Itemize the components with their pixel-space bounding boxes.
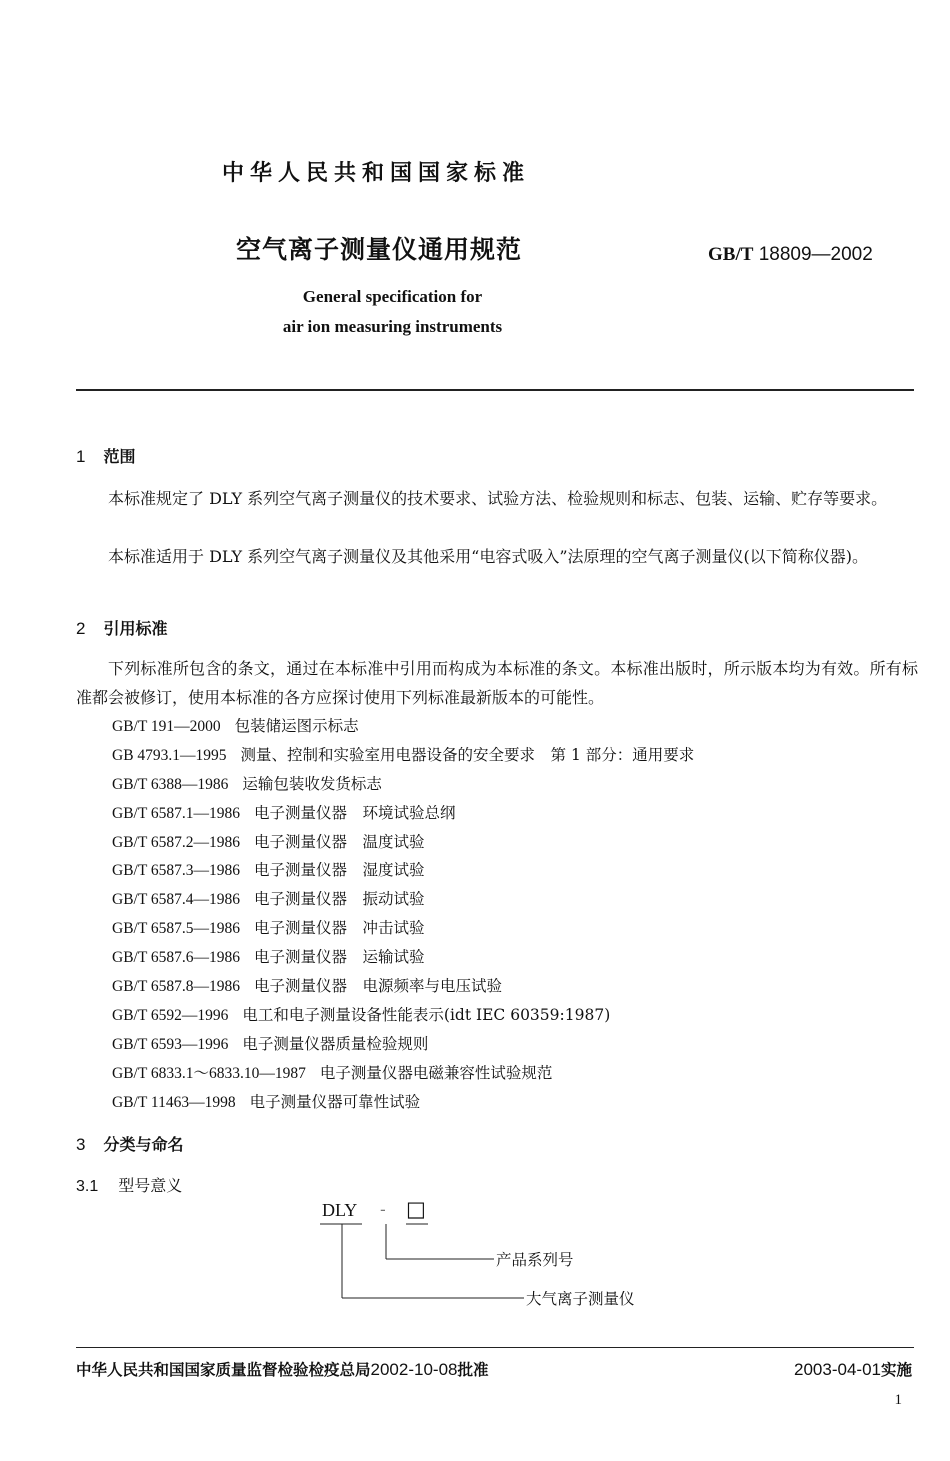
reference-code: GB/T 6592—1996 — [112, 1006, 229, 1024]
standard-number-value: 18809—2002 — [758, 244, 873, 265]
section-title: 范围 — [103, 447, 136, 466]
issuing-authority: 中华人民共和国国家质量监督检验检疫总局 — [76, 1361, 371, 1379]
reference-item — [112, 1059, 694, 1088]
reference-title: 电子测量仪器 冲击试验 — [254, 919, 425, 938]
model-prefix: DLY — [322, 1200, 358, 1220]
section-3-heading — [76, 1132, 183, 1155]
section-1-heading — [76, 444, 135, 467]
reference-code: GB/T 6833.1～6833.10—1987 — [112, 1064, 306, 1082]
approval-label: 批准 — [457, 1361, 489, 1379]
document-title-cn: 空气离子测量仪通用规范 — [236, 235, 523, 264]
document-title-en-line2: air ion measuring instruments — [282, 317, 503, 336]
implementation-date: 2003-04-01 — [794, 1360, 881, 1379]
reference-item — [112, 799, 694, 828]
reference-title: 电子测量仪器 湿度试验 — [254, 861, 425, 880]
reference-item — [112, 741, 694, 770]
model-box: □ — [406, 1197, 426, 1221]
reference-item — [112, 885, 694, 914]
instrument-label: 大气离子测量仪 — [526, 1290, 635, 1308]
reference-title: 电子测量仪器 环境试验总纲 — [254, 803, 456, 822]
reference-title: 电工和电子测量设备性能表示(idt IEC 60359:1987) — [242, 1005, 611, 1024]
reference-code: GB/T 6593—1996 — [112, 1035, 229, 1053]
implementation-line — [794, 1358, 912, 1380]
reference-item — [112, 943, 694, 972]
section-title: 分类与命名 — [103, 1135, 184, 1154]
reference-title: 电子测量仪器 振动试验 — [254, 890, 425, 909]
reference-code: GB 4793.1—1995 — [112, 746, 227, 764]
subsection-title: 型号意义 — [118, 1176, 183, 1195]
reference-code: GB/T 11463—1998 — [112, 1093, 236, 1111]
page-number: 1 — [894, 1392, 902, 1408]
model-dash: - — [380, 1200, 386, 1220]
reference-code: GB/T 6587.6—1986 — [112, 949, 241, 967]
section-2-heading — [76, 616, 167, 639]
reference-title: 测量、控制和实验室用电器设备的安全要求 第 1 部分：通用要求 — [240, 745, 695, 764]
reference-item — [112, 828, 694, 857]
reference-title: 电子测量仪器 温度试验 — [254, 832, 425, 851]
reference-title: 电子测量仪器可靠性试验 — [249, 1092, 421, 1111]
document-title-en-line1: General specification for — [302, 287, 483, 306]
header-divider — [76, 389, 914, 391]
reference-code: GB/T 6587.1—1986 — [112, 804, 241, 822]
footer-divider — [76, 1347, 914, 1348]
national-standard-heading: 中华人民共和国国家标准 — [222, 161, 531, 186]
section-1-paragraph-1: 本标准规定了 DLY 系列空气离子测量仪的技术要求、试验方法、检验规则和标志、包装、运输、贮存等要求。 — [108, 489, 888, 508]
reference-item — [112, 972, 694, 1001]
section-number: 3 — [76, 1135, 86, 1154]
reference-item — [112, 1088, 694, 1117]
section-title: 引用标准 — [103, 619, 168, 638]
reference-item — [112, 1030, 694, 1059]
reference-code: GB/T 191—2000 — [112, 718, 221, 735]
approval-date: 2002-10-08 — [370, 1360, 458, 1379]
reference-code: GB/T 6587.3—1986 — [112, 862, 241, 880]
standard-number — [708, 244, 873, 266]
implementation-label: 实施 — [880, 1361, 912, 1379]
section-number: 2 — [76, 619, 86, 638]
reference-item — [112, 712, 694, 741]
subsection-number: 3.1 — [76, 1178, 99, 1195]
normative-references-list — [112, 712, 694, 1116]
reference-title: 包装储运图示标志 — [234, 717, 359, 735]
reference-title: 电子测量仪器质量检验规则 — [242, 1034, 429, 1053]
reference-title: 运输包装收发货标志 — [242, 774, 382, 793]
reference-item — [112, 914, 694, 943]
reference-item — [112, 770, 694, 799]
subsection-3-1-heading — [76, 1173, 182, 1196]
reference-title: 电子测量仪器 运输试验 — [254, 948, 425, 967]
reference-item — [112, 856, 694, 885]
reference-code: GB/T 6587.2—1986 — [112, 833, 241, 851]
section-number: 1 — [76, 447, 86, 466]
standard-prefix: GB/T — [708, 244, 754, 265]
model-designation-diagram — [310, 1196, 690, 1316]
product-series-label: 产品系列号 — [496, 1251, 574, 1269]
reference-item — [112, 1001, 694, 1030]
reference-title: 电子测量仪器 电源频率与电压试验 — [254, 977, 503, 996]
section-2-paragraph: 下列标准所包含的条文，通过在本标准中引用而构成为本标准的条文。本标准出版时，所示版本均为有效。所有标准都会被修订，使用本标准的各方应探讨使用下列标准最新版本的可能性。 — [76, 659, 918, 707]
reference-code: GB/T 6587.8—1986 — [112, 978, 241, 996]
section-1-paragraph-2: 本标准适用于 DLY 系列空气离子测量仪及其他采用“电容式吸入”法原理的空气离子测量仪(以下简称仪器)。 — [108, 547, 869, 566]
reference-code: GB/T 6388—1986 — [112, 775, 229, 793]
approval-line — [76, 1358, 489, 1380]
reference-title: 电子测量仪器电磁兼容性试验规范 — [319, 1063, 553, 1082]
reference-code: GB/T 6587.4—1986 — [112, 891, 241, 909]
reference-code: GB/T 6587.5—1986 — [112, 920, 241, 938]
